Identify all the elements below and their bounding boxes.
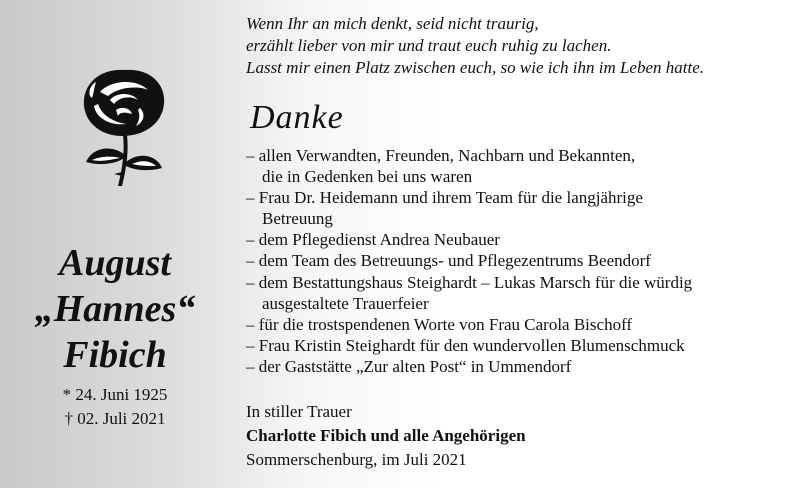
poem [246, 13, 794, 79]
thanks-line-continuation: die in Gedenken bei uns waren [262, 167, 473, 187]
closing-intro: In stiller Trauer [246, 402, 352, 421]
thanks-line-continuation: Betreuung [262, 209, 333, 229]
left-panel [0, 0, 230, 488]
poem-line: Lasst mir einen Platz zwischen euch, so wie ich ihn im Leben hatte. [246, 58, 705, 77]
thanks-line: – Frau Kristin Steighardt für den wundervollen Blumenschmuck [246, 335, 685, 355]
life-dates [0, 383, 230, 431]
birth-date: * 24. Juni 1925 [62, 385, 168, 404]
thanks-line: – für die trostspendenen Worte von Frau Carola Bischoff [246, 314, 633, 334]
thanks-line: – dem Bestattungshaus Steighardt – Lukas Marsch für die würdig [246, 272, 693, 292]
name-line-first: August [59, 242, 171, 284]
rose-icon [70, 62, 180, 190]
closing-block [246, 400, 794, 472]
death-date: † 02. Juli 2021 [64, 409, 166, 428]
thanks-line-continuation: ausgestaltete Trauerfeier [262, 293, 429, 313]
thanks-line: – Frau Dr. Heidemann und ihrem Team für die langjährige [246, 188, 643, 208]
deceased-name [0, 240, 230, 378]
closing-family: Charlotte Fibich und alle Angehörigen [246, 426, 526, 445]
poem-line: Wenn Ihr an mich denkt, seid nicht traurig, [246, 14, 539, 33]
name-line-last: Fibich [63, 334, 167, 376]
name-line-nickname: „Hannes“ [34, 288, 196, 330]
thanks-line: – der Gaststätte „Zur alten Post“ in Ummendorf [246, 356, 572, 376]
thanks-list [246, 145, 794, 377]
thanks-line: – allen Verwandten, Freunden, Nachbarn und Bekannten, [246, 146, 636, 165]
danke-heading: Danke [250, 99, 344, 136]
poem-line: erzählt lieber von mir und traut euch ruhig zu lachen. [246, 36, 612, 55]
thanks-line: – dem Pflegedienst Andrea Neubauer [246, 230, 500, 250]
thanks-line: – dem Team des Betreuungs- und Pflegezentrums Beendorf [246, 251, 651, 271]
closing-place-date: Sommerschenburg, im Juli 2021 [246, 450, 467, 469]
